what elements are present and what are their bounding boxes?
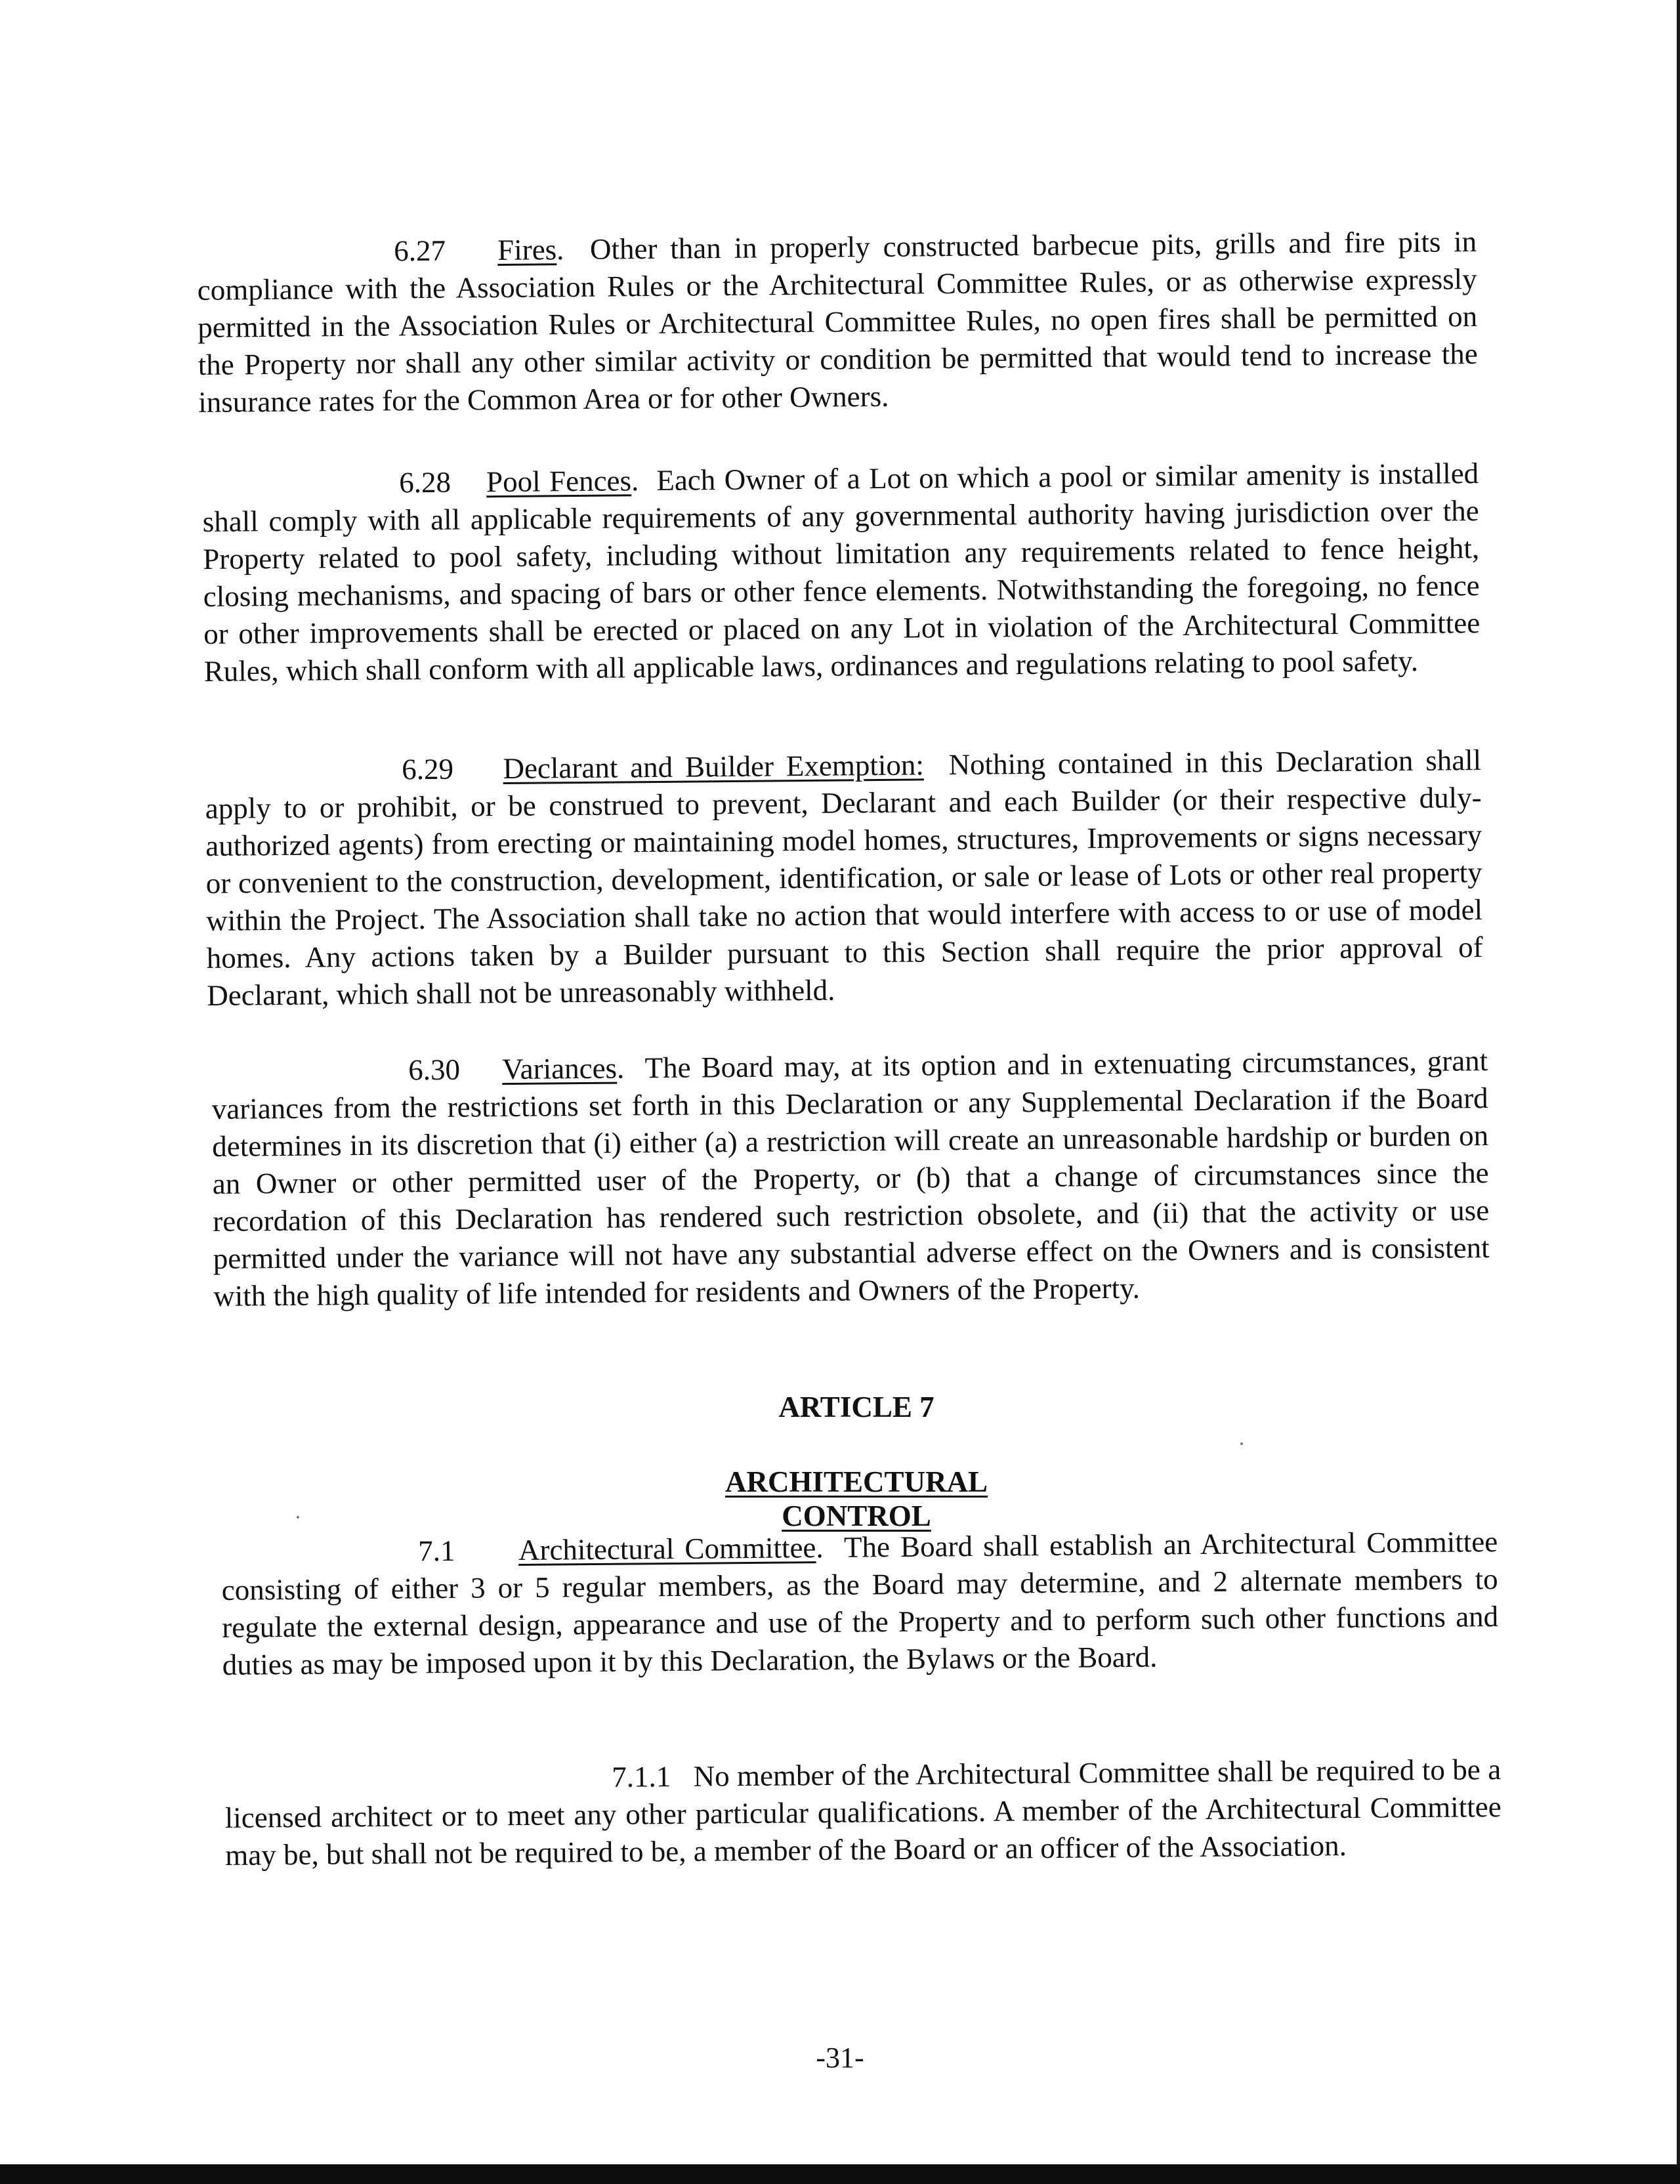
heading-separator: . [631,464,639,497]
section-7-1-1 [224,1751,1502,1874]
scan-speck [1240,1442,1243,1445]
section-number: 6.27 [394,234,446,268]
section-body: The Board may, at its option and in extenuating circumstances, grant variances from the restrictions set forth in this Declaration or any Supplemental Declaration if the Board determines in its discretion that (i) either (a) a restriction will create an unreasonable hardship or burden on an Owner or other permitted user of the Property, or (b) that a change of circumstances since the recordation of this Declaration has rendered such restriction obsolete, and (ii) that the activity or use permitted under the variance will not have any substantial adverse effect on the Owners and is consistent with the high quality of life intended for residents and Owners of the Property. [211,1044,1490,1312]
section-body: No member of the Architectural Committee shall be required to be a licensed architect or to meet any other particular qualifications. A member of the Architectural Committee may be, but shall not be required to be, a member of the Board or an officer of the Association. [224,1753,1502,1872]
section-6-27 [197,223,1478,421]
section-body: The Board shall establish an Architectural Committee consisting of either 3 or 5 regular members, as the Board may determine, and 2 alternate members to regulate the external design, appearance and use of the Property and to perform such other functions and duties as may be imposed upon it by this Declaration, the Bylaws or the Board. [221,1525,1499,1681]
section-heading: Architectural Committee [518,1531,816,1567]
page-number: -31- [816,2042,864,2074]
section-body: Nothing contained in this Declaration shall apply to or prohibit, or be construed to prevent, Declarant and each Builder (or their respective duly-authorized agents) from erecting or maintaining model homes, structures, Improvements or signs necessary or convenient to the construction, development, identification, or sale or lease of Lots or other real property within the Project. The Association shall take no action that would interfere with access to or use of model homes. Any actions taken by a Builder pursuant to this Section shall require the prior approval of Declarant, which shall not be unreasonably withheld. [205,744,1483,1012]
heading-separator: . [816,1530,824,1564]
section-number: 6.28 [399,465,452,499]
article-title: ARCHITECTURAL CONTROL [724,1465,988,1532]
section-heading: Fires [497,233,557,267]
section-6-30 [211,1042,1490,1315]
section-number: 6.29 [402,752,454,786]
section-7-1 [221,1523,1499,1684]
article-label: ARTICLE 7 [778,1391,934,1423]
section-6-29 [205,742,1483,1015]
scan-edge-bottom [0,2164,1680,2184]
section-heading: Pool Fences [486,464,632,499]
heading-separator: . [616,1051,625,1085]
section-number: 7.1 [418,1534,455,1568]
scan-edge-right [1677,0,1680,2166]
section-heading: Declarant and Builder Exemption: [503,748,925,786]
section-body: Other than in properly constructed barbecue pits, grills and fire pits in compliance with the Association Rules or the Architectural Committee Rules, or as otherwise expressly permitted in the Association Rules or Architectural Committee Rules, no open fires shall be permitted on the Property nor shall any other similar activity or condition be permitted that would tend to increase the insurance rates for the Common Area or for other Owners. [197,224,1478,419]
section-number: 7.1.1 [612,1760,671,1794]
section-number: 6.30 [408,1053,461,1087]
section-body: Each Owner of a Lot on which a pool or similar amenity is installed shall comply with all applicable requirements of any governmental authority having jurisdiction over the Property related to pool safety, including without limitation any requirements related to fence height, closing mechanisms, and spacing of bars or other fence elements. Notwithstanding the foregoing, no fence or other improvements shall be erected or placed on any Lot in violation of the Architectural Committee Rules, which shall conform with all applicable laws, ordinances and regulations relating to pool safety. [202,457,1480,688]
section-heading: Variances [501,1051,618,1086]
heading-separator: . [556,233,564,266]
section-6-28 [202,455,1480,690]
scan-speck [297,1516,299,1519]
